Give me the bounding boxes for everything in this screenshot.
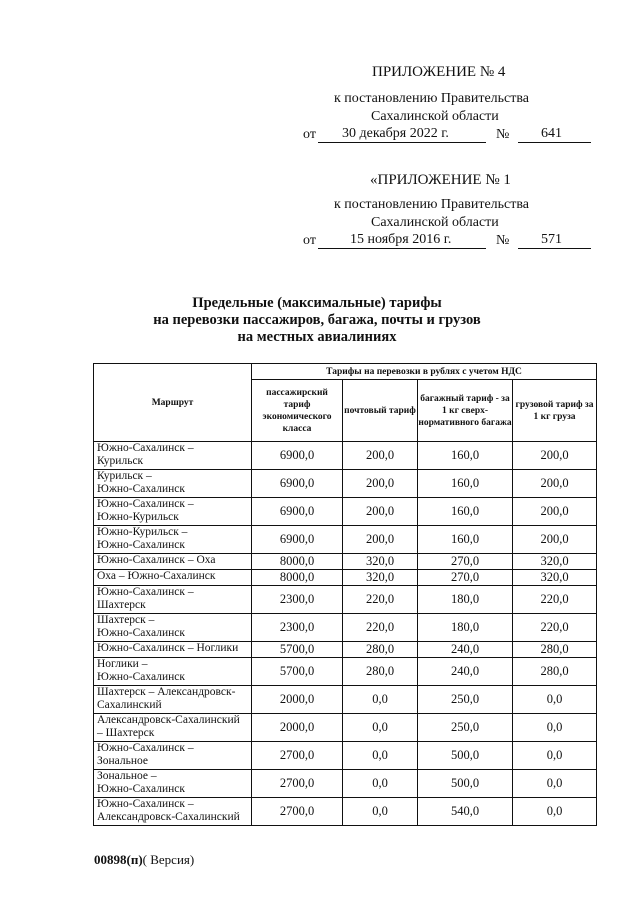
- cargo-tariff-cell: 0,0: [513, 770, 597, 798]
- appendix4-date-underline: [318, 142, 486, 143]
- cargo-tariff-cell: 200,0: [513, 442, 597, 470]
- table-row: [94, 526, 597, 554]
- table-row: [94, 498, 597, 526]
- mail-tariff-cell: 200,0: [343, 470, 418, 498]
- route-cell: Южно-Курильск – Южно-Сахалинск: [94, 526, 252, 554]
- mail-tariff-cell: 200,0: [343, 498, 418, 526]
- table-row: [94, 470, 597, 498]
- cargo-tariff-cell: 320,0: [513, 554, 597, 570]
- tariff-group-header: Тарифы на перевозки в рублях с учетом НДС: [252, 364, 597, 380]
- passenger-tariff-cell: 6900,0: [252, 470, 343, 498]
- route-cell: Зональное – Южно-Сахалинск: [94, 770, 252, 798]
- passenger-tariff-cell: 5700,0: [252, 658, 343, 686]
- baggage-tariff-cell: 160,0: [418, 498, 513, 526]
- baggage-tariff-header: багажный тариф - за 1 кг сверх-нормативного багажа: [418, 380, 513, 442]
- cargo-tariff-cell: 220,0: [513, 586, 597, 614]
- passenger-tariff-cell: 8000,0: [252, 554, 343, 570]
- mail-tariff-cell: 0,0: [343, 770, 418, 798]
- document-code: 00898(п): [94, 852, 143, 867]
- cargo-tariff-cell: 0,0: [513, 686, 597, 714]
- appendix1-date-underline: [318, 248, 486, 249]
- cargo-tariff-cell: 0,0: [513, 714, 597, 742]
- mail-tariff-cell: 200,0: [343, 442, 418, 470]
- route-cell: Ноглики – Южно-Сахалинск: [94, 658, 252, 686]
- mail-tariff-cell: 200,0: [343, 526, 418, 554]
- appendix4-number-underline: [518, 142, 591, 143]
- route-cell: Южно-Сахалинск – Александровск-Сахалинский: [94, 798, 252, 826]
- cargo-tariff-cell: 280,0: [513, 642, 597, 658]
- cargo-tariff-cell: 280,0: [513, 658, 597, 686]
- appendix4-num-label: №: [496, 127, 510, 142]
- baggage-tariff-cell: 180,0: [418, 586, 513, 614]
- baggage-tariff-cell: 250,0: [418, 714, 513, 742]
- mail-tariff-cell: 0,0: [343, 686, 418, 714]
- document-title-line3: на местных авиалиниях: [237, 329, 397, 345]
- document-version: ( Версия): [142, 852, 195, 867]
- passenger-tariff-cell: 6900,0: [252, 442, 343, 470]
- table-row: [94, 770, 597, 798]
- baggage-tariff-cell: 160,0: [418, 526, 513, 554]
- appendix1-date: 15 ноября 2016 г.: [350, 232, 452, 247]
- baggage-tariff-cell: 270,0: [418, 570, 513, 586]
- table-row: [94, 686, 597, 714]
- passenger-tariff-cell: 6900,0: [252, 526, 343, 554]
- mail-tariff-cell: 280,0: [343, 642, 418, 658]
- appendix4-date: 30 декабря 2022 г.: [342, 126, 449, 141]
- table-row: [94, 742, 597, 770]
- passenger-tariff-cell: 5700,0: [252, 642, 343, 658]
- mail-tariff-cell: 0,0: [343, 714, 418, 742]
- table-row: [94, 614, 597, 642]
- passenger-tariff-cell: 2700,0: [252, 742, 343, 770]
- baggage-tariff-cell: 270,0: [418, 554, 513, 570]
- table-row: [94, 570, 597, 586]
- route-header: Маршрут: [94, 364, 252, 442]
- document-title-line1: Предельные (максимальные) тарифы: [192, 295, 442, 311]
- mail-tariff-header: почтовый тариф: [343, 380, 418, 442]
- route-cell: Шахтерск – Александровск- Сахалинский: [94, 686, 252, 714]
- passenger-tariff-cell: 2700,0: [252, 798, 343, 826]
- appendix1-ot-label: от: [303, 233, 316, 248]
- route-cell: Южно-Сахалинск – Шахтерск: [94, 586, 252, 614]
- cargo-tariff-cell: 0,0: [513, 742, 597, 770]
- mail-tariff-cell: 320,0: [343, 554, 418, 570]
- appendix1-number-underline: [518, 248, 591, 249]
- appendix4-number: 641: [541, 126, 562, 141]
- cargo-tariff-cell: 320,0: [513, 570, 597, 586]
- cargo-tariff-cell: 0,0: [513, 798, 597, 826]
- route-cell: Южно-Сахалинск – Южно-Курильск: [94, 498, 252, 526]
- passenger-tariff-cell: 2700,0: [252, 770, 343, 798]
- appendix4-line1: к постановлению Правительства: [334, 91, 530, 106]
- route-cell: Южно-Сахалинск – Оха: [94, 554, 252, 570]
- baggage-tariff-cell: 500,0: [418, 770, 513, 798]
- baggage-tariff-cell: 500,0: [418, 742, 513, 770]
- footer: [94, 852, 194, 868]
- route-cell: Курильск – Южно-Сахалинск: [94, 470, 252, 498]
- route-cell: Александровск-Сахалинский – Шахтерск: [94, 714, 252, 742]
- mail-tariff-cell: 280,0: [343, 658, 418, 686]
- baggage-tariff-cell: 540,0: [418, 798, 513, 826]
- route-cell: Шахтерск – Южно-Сахалинск: [94, 614, 252, 642]
- table-row: [94, 642, 597, 658]
- passenger-tariff-cell: 2300,0: [252, 614, 343, 642]
- document-title-line2: на перевозки пассажиров, багажа, почты и грузов: [153, 312, 481, 328]
- mail-tariff-cell: 220,0: [343, 586, 418, 614]
- table-row: [94, 586, 597, 614]
- baggage-tariff-cell: 240,0: [418, 642, 513, 658]
- appendix1-num-label: №: [496, 233, 510, 248]
- mail-tariff-cell: 220,0: [343, 614, 418, 642]
- cargo-tariff-cell: 200,0: [513, 498, 597, 526]
- appendix1-heading: «ПРИЛОЖЕНИЕ № 1: [370, 172, 511, 188]
- appendix1-line1: к постановлению Правительства: [334, 197, 530, 212]
- table-row: [94, 714, 597, 742]
- baggage-tariff-cell: 160,0: [418, 442, 513, 470]
- passenger-tariff-cell: 6900,0: [252, 498, 343, 526]
- baggage-tariff-cell: 160,0: [418, 470, 513, 498]
- cargo-tariff-cell: 200,0: [513, 526, 597, 554]
- tariff-table: [93, 363, 597, 826]
- appendix1-number: 571: [541, 232, 562, 247]
- route-cell: Южно-Сахалинск – Ноглики: [94, 642, 252, 658]
- tariff-table-body: [94, 442, 597, 826]
- table-row: [94, 658, 597, 686]
- table-row: [94, 798, 597, 826]
- appendix4-line2: Сахалинской области: [371, 109, 499, 124]
- passenger-tariff-cell: 2000,0: [252, 686, 343, 714]
- baggage-tariff-cell: 250,0: [418, 686, 513, 714]
- cargo-tariff-header: грузовой тариф за 1 кг груза: [513, 380, 597, 442]
- route-cell: Южно-Сахалинск – Зональное: [94, 742, 252, 770]
- passenger-tariff-header: пассажирский тариф экономического класса: [252, 380, 343, 442]
- route-cell: Оха – Южно-Сахалинск: [94, 570, 252, 586]
- passenger-tariff-cell: 2300,0: [252, 586, 343, 614]
- mail-tariff-cell: 0,0: [343, 798, 418, 826]
- route-cell: Южно-Сахалинск – Курильск: [94, 442, 252, 470]
- cargo-tariff-cell: 200,0: [513, 470, 597, 498]
- cargo-tariff-cell: 220,0: [513, 614, 597, 642]
- baggage-tariff-cell: 180,0: [418, 614, 513, 642]
- appendix1-line2: Сахалинской области: [371, 215, 499, 230]
- appendix4-ot-label: от: [303, 127, 316, 142]
- table-row: [94, 554, 597, 570]
- appendix4-heading: ПРИЛОЖЕНИЕ № 4: [372, 64, 506, 80]
- passenger-tariff-cell: 8000,0: [252, 570, 343, 586]
- baggage-tariff-cell: 240,0: [418, 658, 513, 686]
- mail-tariff-cell: 320,0: [343, 570, 418, 586]
- mail-tariff-cell: 0,0: [343, 742, 418, 770]
- table-row: [94, 442, 597, 470]
- passenger-tariff-cell: 2000,0: [252, 714, 343, 742]
